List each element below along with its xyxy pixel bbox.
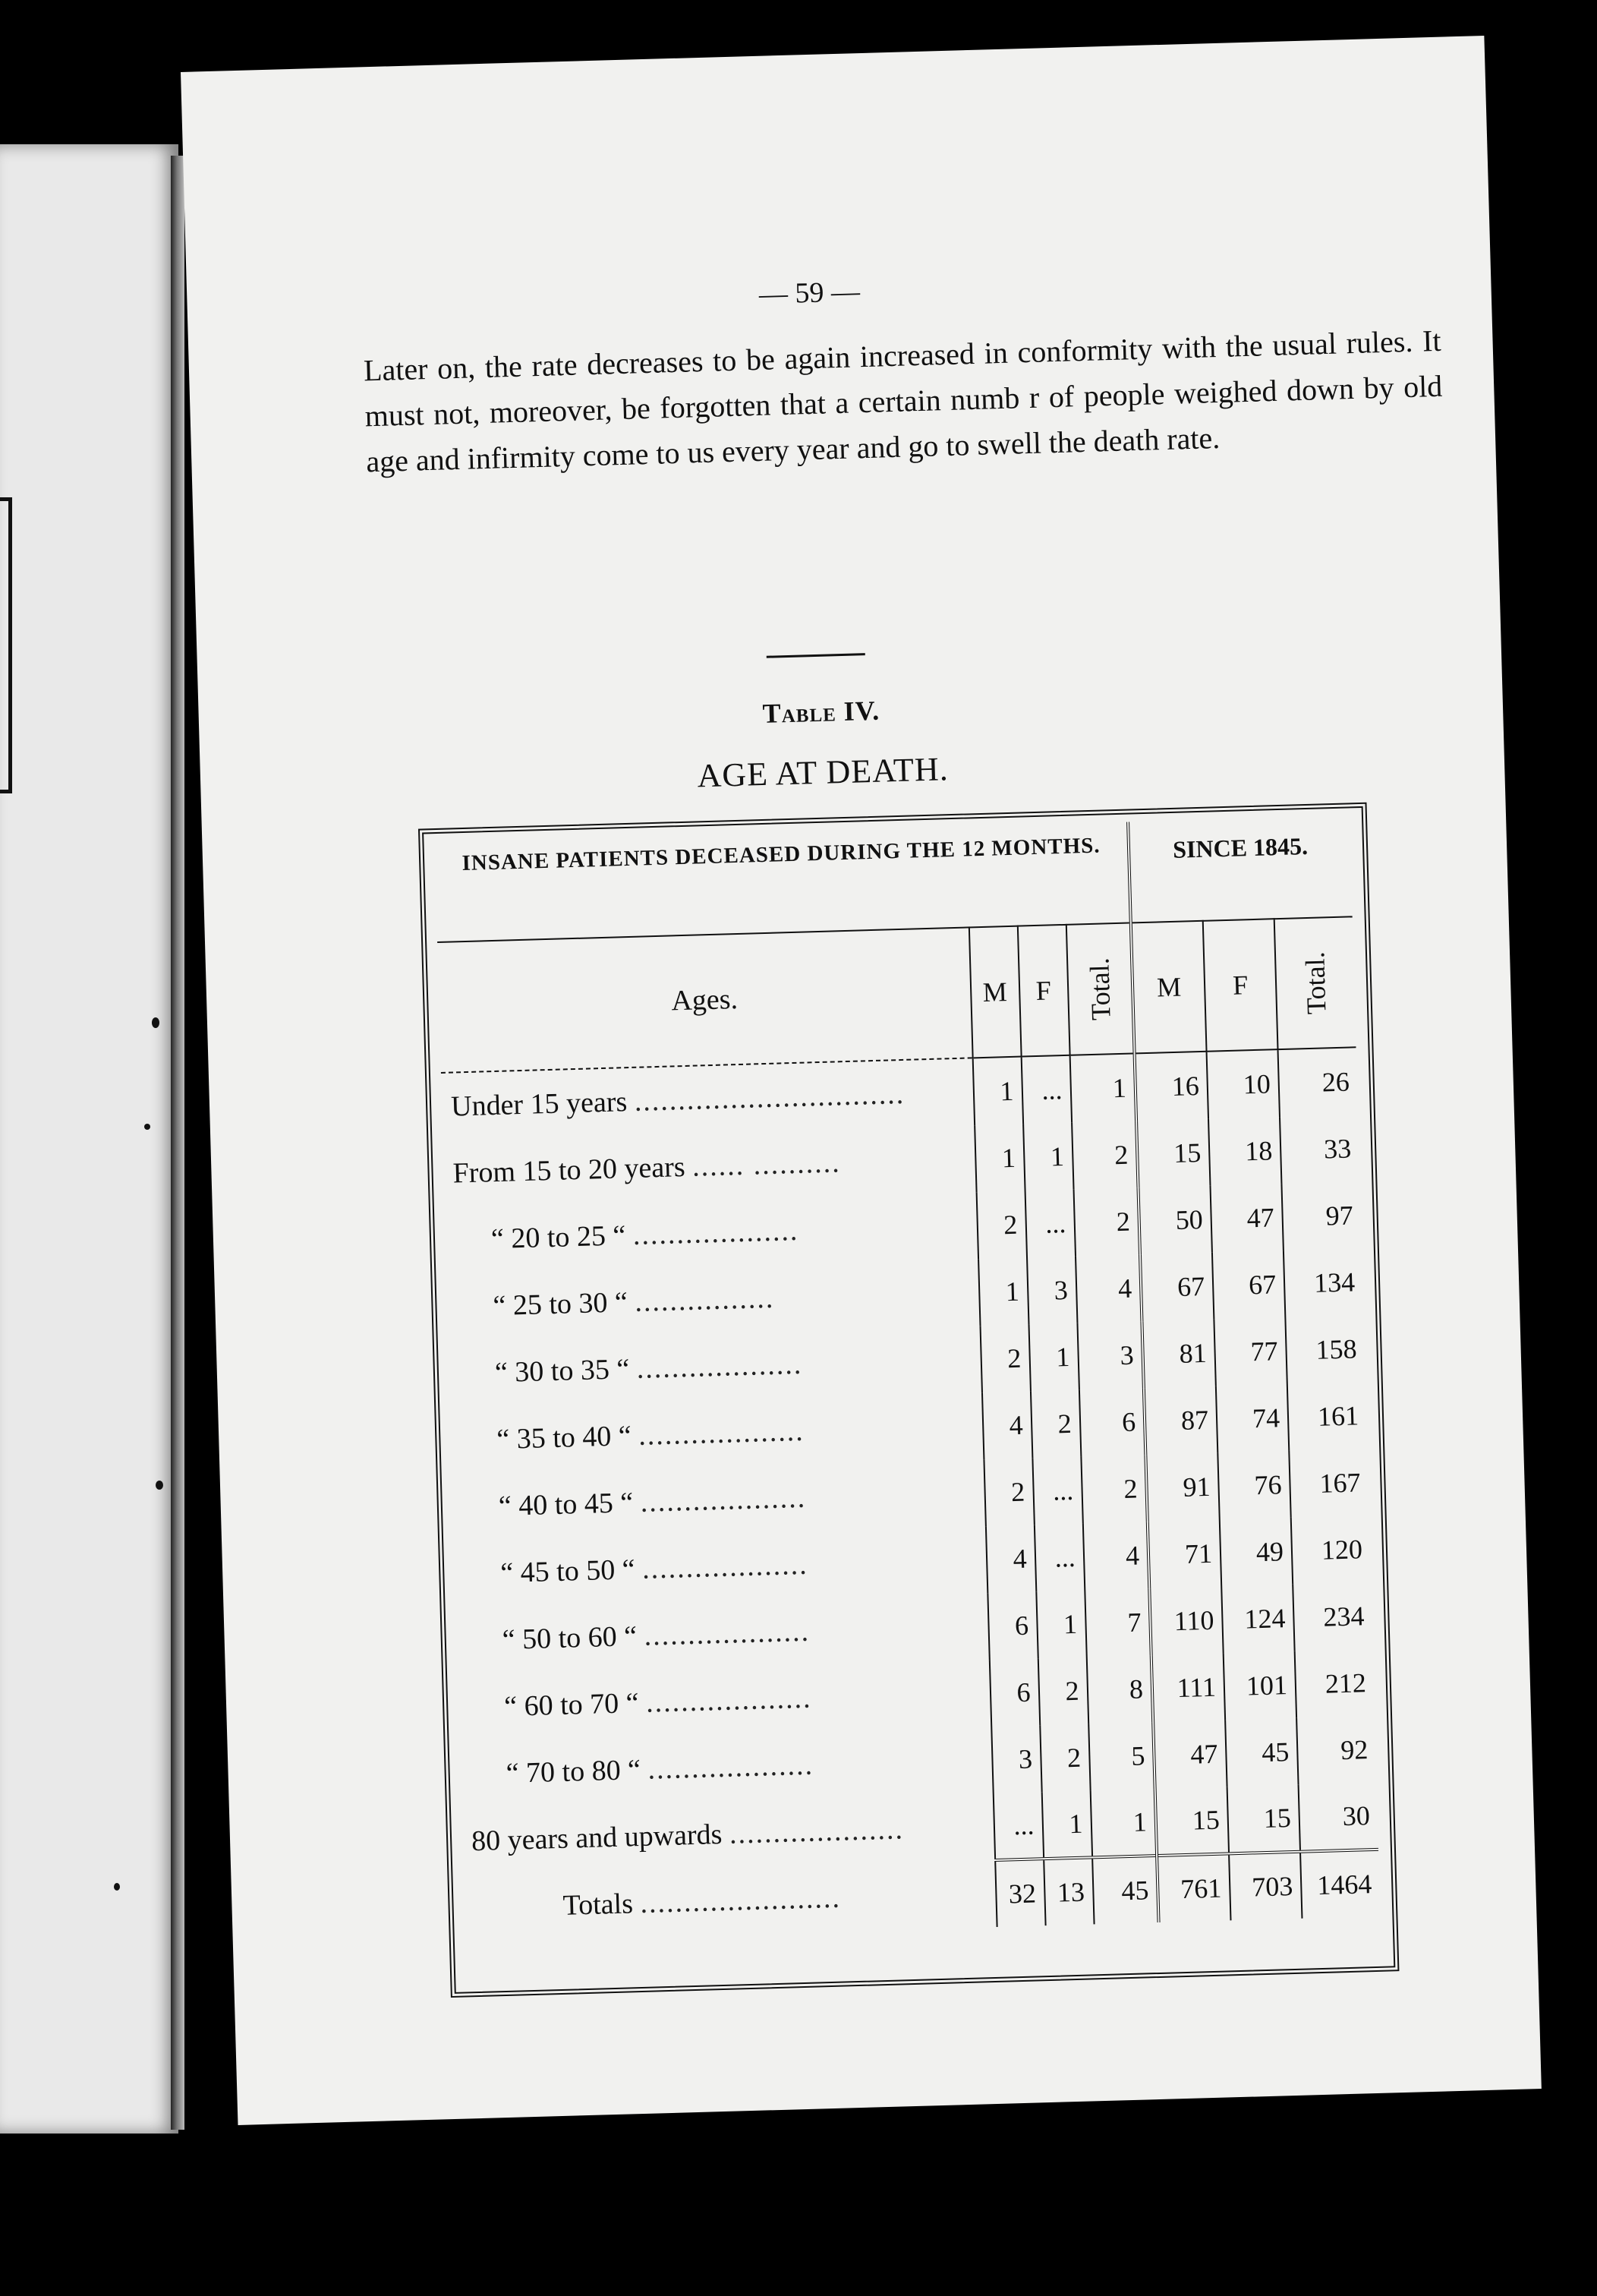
col-f-since-1845: F [1203, 919, 1278, 1052]
totals-total: 45 [1092, 1856, 1159, 1924]
age-range-text: From 15 to 20 years [452, 1151, 686, 1190]
deaths-m-since-1845: 91 [1145, 1453, 1219, 1522]
deaths-m-since-1845: 16 [1135, 1052, 1208, 1121]
right-page [181, 36, 1542, 2125]
deaths-total-since-1845: 120 [1321, 1534, 1363, 1566]
deaths-m: 1 [975, 1124, 1025, 1193]
deaths-total-since-1845: 234 [1322, 1601, 1365, 1632]
col-total-since-1845 [1274, 916, 1356, 1049]
deaths-f-since-1845: 49 [1220, 1518, 1293, 1587]
deaths-total-since-1845: 97 [1325, 1200, 1354, 1232]
leader-dots: ................... [632, 1214, 799, 1251]
deaths-m: 6 [987, 1591, 1038, 1660]
age-range-text: “ 35 to 40 “ [496, 1420, 632, 1456]
deaths-f: ... [1025, 1190, 1075, 1258]
age-range-text: “ 45 to 50 “ [499, 1553, 636, 1589]
deaths-f-since-1845: 18 [1208, 1117, 1281, 1186]
deaths-f: 1 [1036, 1591, 1086, 1659]
deaths-total-since-1845: 92 [1340, 1734, 1369, 1766]
deaths-total: 4 [1076, 1254, 1142, 1323]
deaths-m-since-1845: 111 [1151, 1653, 1225, 1722]
age-range-text: 80 years and upwards [471, 1818, 723, 1858]
deaths-total-since-1845: 158 [1315, 1333, 1358, 1365]
deaths-m: 1 [972, 1057, 1022, 1126]
table-label: Table IV. [762, 695, 880, 729]
leader-dots: ................... [643, 1615, 811, 1652]
deaths-total-since-1845: 134 [1313, 1266, 1356, 1298]
col-m-12-months: M [969, 926, 1021, 1058]
deaths-m: ... [993, 1792, 1043, 1860]
deaths-total-since-1845: 33 [1323, 1133, 1352, 1165]
leader-dots: ................... [641, 1548, 809, 1585]
deaths-f: 2 [1038, 1657, 1088, 1725]
deaths-total-since-1845: 161 [1317, 1400, 1359, 1432]
left-page-table-edge [0, 497, 12, 793]
deaths-f: 1 [1023, 1123, 1073, 1191]
age-range-text: “ 50 to 60 “ [502, 1620, 638, 1656]
deaths-f-since-1845: 124 [1221, 1585, 1294, 1654]
leader-dots: ................... [647, 1749, 814, 1786]
deaths-f: 2 [1030, 1390, 1080, 1459]
deaths-total: 2 [1073, 1187, 1140, 1256]
age-at-death-table [434, 815, 1380, 1941]
deaths-m: 1 [978, 1257, 1028, 1326]
deaths-f-since-1845: 76 [1217, 1451, 1290, 1520]
deaths-total: 1 [1069, 1053, 1136, 1122]
totals-f-since: 703 [1229, 1852, 1302, 1921]
col-f-12-months: F [1017, 925, 1069, 1057]
book-gutter [171, 156, 184, 2130]
section-rule [767, 653, 865, 658]
deaths-total: 6 [1079, 1388, 1145, 1456]
deaths-total: 1 [1090, 1789, 1157, 1857]
age-range-text: “ 25 to 30 “ [492, 1286, 628, 1323]
deaths-f: ... [1021, 1055, 1071, 1124]
age-range-text: “ 40 to 45 “ [498, 1487, 634, 1523]
leader-dots: ............................... [634, 1077, 906, 1118]
table-column-header-row [437, 916, 1356, 1073]
totals-label [463, 1860, 997, 1942]
deaths-m: 6 [989, 1658, 1039, 1727]
leader-dots: .................... [729, 1813, 905, 1850]
leader-dots: ................... [640, 1481, 807, 1519]
deaths-f: ... [1032, 1457, 1082, 1525]
deaths-f-since-1845: 47 [1210, 1184, 1283, 1253]
header-since-1845: SINCE 1845. [1128, 815, 1353, 922]
totals-m: 32 [995, 1859, 1045, 1927]
deaths-total: 2 [1072, 1121, 1139, 1189]
age-range-text: “ 20 to 25 “ [490, 1219, 626, 1256]
age-range-text: Under 15 years [450, 1086, 628, 1123]
deaths-f-since-1845: 77 [1214, 1317, 1287, 1386]
deaths-f: ... [1034, 1524, 1084, 1592]
deaths-f: 1 [1041, 1790, 1091, 1859]
header-insane-patients: INSANE PATIENTS DECEASED DURING THE 12 MONTHS. [434, 822, 1130, 942]
leader-dots: ...... .......... [691, 1146, 842, 1183]
deaths-f-since-1845: 45 [1225, 1718, 1298, 1787]
deaths-f-since-1845: 10 [1207, 1049, 1280, 1119]
deaths-total-since-1845: 212 [1325, 1667, 1367, 1699]
deaths-f-since-1845: 101 [1224, 1651, 1296, 1720]
deaths-total-since-1845: 167 [1318, 1467, 1362, 1499]
dust-speck [156, 1481, 163, 1490]
leader-dots: ................... [638, 1414, 805, 1452]
dust-speck [152, 1017, 159, 1028]
deaths-m-since-1845: 71 [1148, 1520, 1221, 1589]
deaths-total: 8 [1086, 1655, 1153, 1724]
deaths-total: 5 [1088, 1722, 1155, 1790]
deaths-f-since-1845: 74 [1216, 1384, 1289, 1453]
deaths-m-since-1845: 81 [1142, 1320, 1215, 1389]
dust-speck [144, 1124, 150, 1130]
deaths-m: 4 [982, 1391, 1032, 1459]
deaths-f: 3 [1027, 1257, 1077, 1325]
totals-total-since: 1464 [1300, 1850, 1380, 1919]
leader-dots: ................... [645, 1682, 813, 1719]
deaths-m-since-1845: 110 [1149, 1586, 1223, 1655]
left-page [0, 144, 178, 2134]
table-title: AGE AT DEATH. [696, 750, 950, 795]
deaths-total: 2 [1081, 1455, 1148, 1523]
age-range-text: “ 70 to 80 “ [506, 1753, 641, 1790]
ages-column-header: Ages. [437, 927, 972, 1072]
leader-dots: ................... [636, 1348, 803, 1385]
totals-label-text: Totals [562, 1888, 634, 1922]
deaths-total-since-1845: 26 [1321, 1066, 1350, 1098]
deaths-f: 1 [1028, 1323, 1079, 1392]
deaths-m: 4 [985, 1525, 1035, 1593]
deaths-m-since-1845: 47 [1153, 1720, 1227, 1789]
age-range-text: “ 60 to 70 “ [503, 1686, 640, 1723]
body-paragraph: Later on, the rate decreases to be again increased in conformity with the usual rules. It must not, moreover, be forgotten that a certain numb r of people weighed down by old age and infirmity come to us every year and go to swell the death rate. [363, 323, 1443, 479]
deaths-f-since-1845: 15 [1227, 1785, 1300, 1854]
deaths-m-since-1845: 50 [1139, 1186, 1212, 1255]
deaths-m-since-1845: 15 [1136, 1119, 1210, 1188]
leader-dots: ................ [634, 1282, 775, 1318]
col-total-label: Total. [1083, 957, 1117, 1021]
dust-speck [114, 1883, 120, 1891]
age-at-death-table-frame [418, 803, 1400, 1998]
deaths-f: 2 [1040, 1724, 1090, 1792]
deaths-m-since-1845: 87 [1144, 1386, 1217, 1456]
table-body [441, 1047, 1378, 1875]
deaths-m-since-1845: 67 [1140, 1253, 1214, 1322]
deaths-total: 7 [1085, 1588, 1151, 1657]
totals-m-since: 761 [1157, 1853, 1230, 1922]
deaths-m-since-1845: 15 [1155, 1787, 1229, 1856]
deaths-m: 2 [984, 1458, 1034, 1526]
col-total-12-months [1066, 922, 1134, 1055]
deaths-m: 2 [976, 1191, 1026, 1260]
deaths-m: 3 [991, 1725, 1041, 1793]
leader-dots: ....................... [639, 1881, 842, 1920]
page-number: — 59 — [758, 276, 861, 311]
col-total-label: Total. [1299, 951, 1332, 1015]
col-m-since-1845: M [1131, 921, 1207, 1054]
deaths-m: 2 [980, 1324, 1030, 1392]
deaths-total: 3 [1077, 1321, 1144, 1389]
deaths-total: 4 [1082, 1522, 1149, 1590]
age-range-text: “ 30 to 35 “ [494, 1353, 630, 1389]
deaths-f-since-1845: 67 [1212, 1250, 1285, 1320]
totals-f: 13 [1044, 1857, 1094, 1925]
deaths-total-since-1845: 30 [1342, 1800, 1371, 1832]
